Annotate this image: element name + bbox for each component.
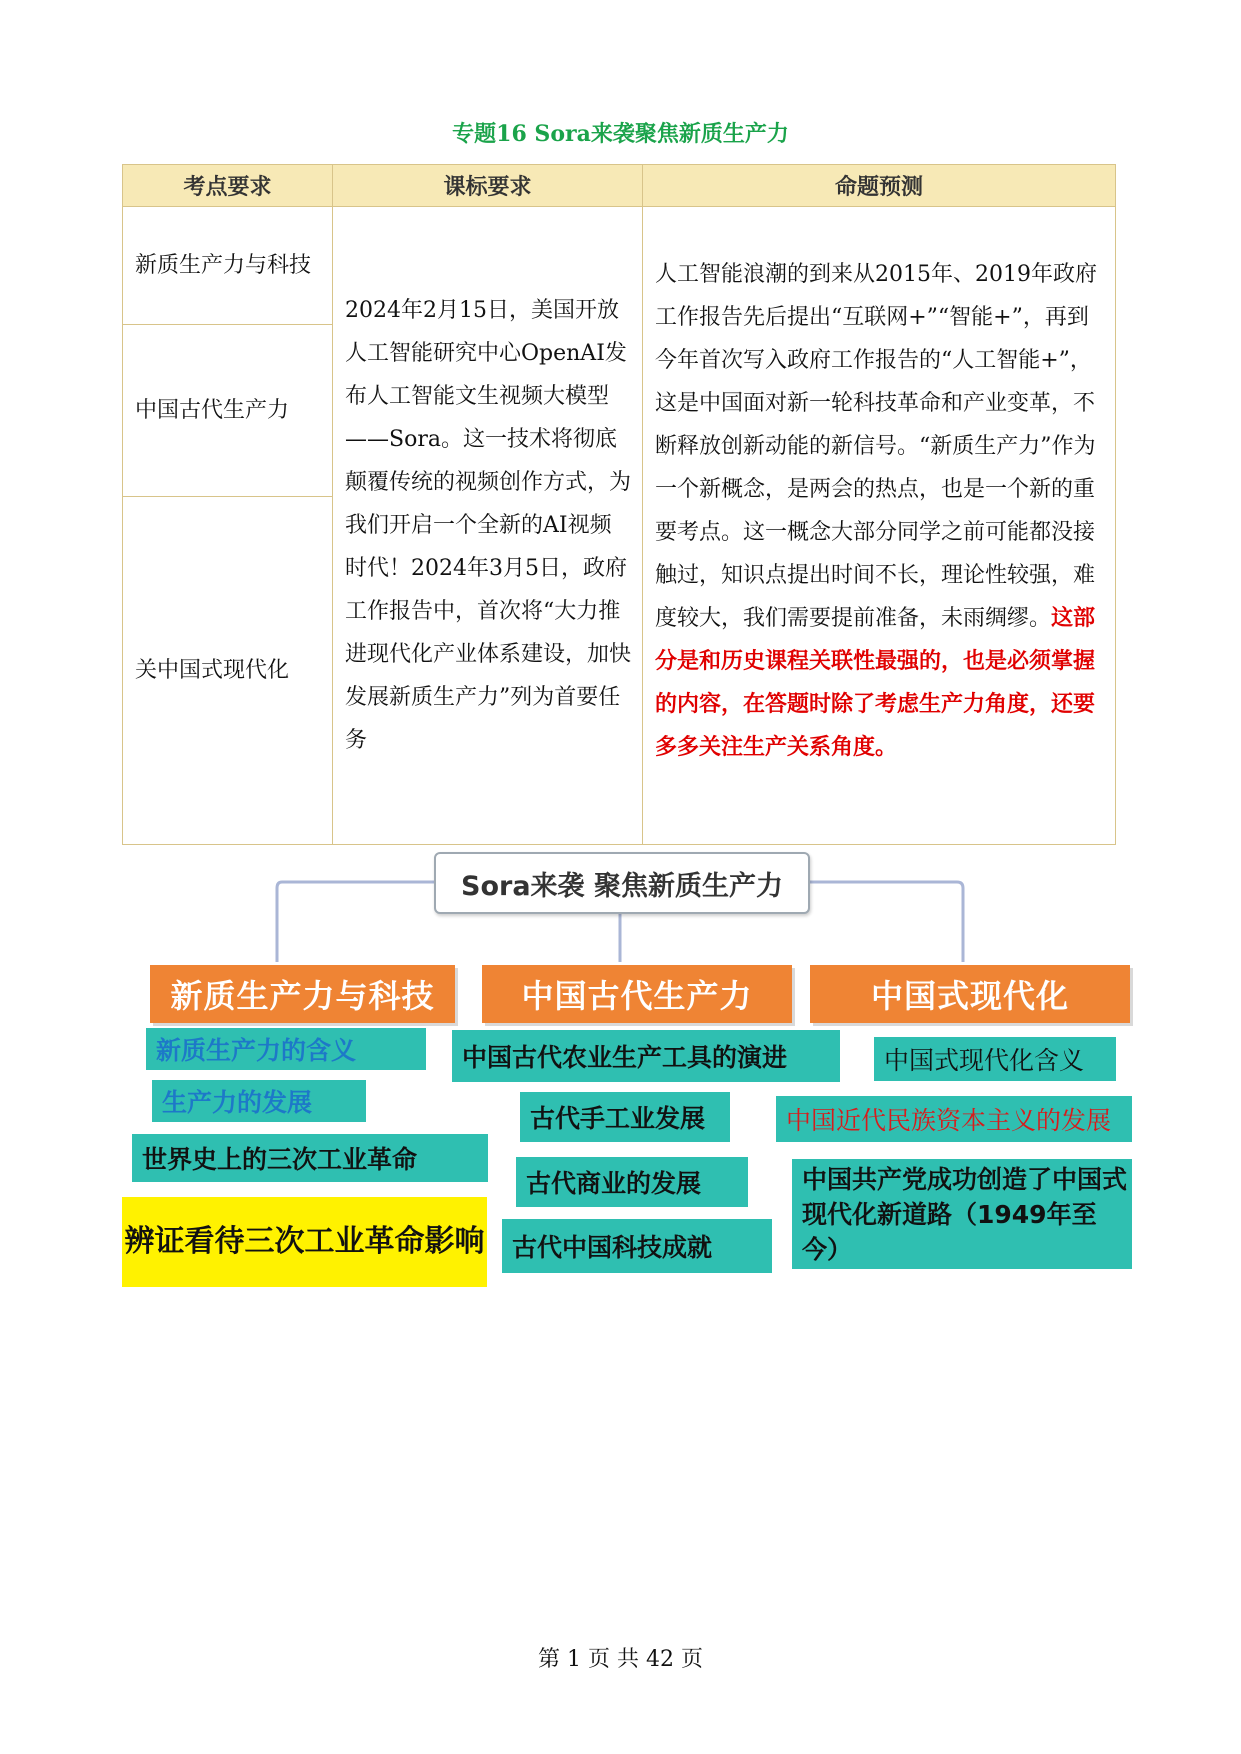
branch-xinzhi: 新质生产力与科技 xyxy=(150,965,455,1023)
node-revolution-impact: 辨证看待三次工业革命影响 xyxy=(122,1197,487,1287)
kaodian-cell-2: 中国古代生产力 xyxy=(123,325,333,497)
mind-map xyxy=(122,852,1138,1294)
document-title: 专题16 Sora来袭聚焦新质生产力 xyxy=(452,121,789,147)
header-kaodian: 考点要求 xyxy=(123,165,333,207)
node-new-path: 中国共产党成功创造了中国式现代化新道路（1949年至今） xyxy=(792,1159,1132,1269)
mingti-cell xyxy=(643,207,1116,845)
page-footer: 第 1 页 共 42 页 xyxy=(538,1647,703,1672)
requirements-table xyxy=(122,164,1116,845)
node-commerce: 古代商业的发展 xyxy=(516,1157,748,1207)
node-xinzhi-meaning: 新质生产力的含义 xyxy=(146,1028,426,1070)
header-mingti: 命题预测 xyxy=(643,165,1116,207)
node-productivity-development: 生产力的发展 xyxy=(152,1080,366,1122)
mingti-highlight-text: 这部分是和历史课程关联性最强的，也是必须掌握的内容，在答题时除了考虑生产力角度，还要多多关注生产关系角度。 xyxy=(655,604,1096,760)
node-farm-tools: 中国古代农业生产工具的演进 xyxy=(452,1030,840,1082)
kaodian-cell-1: 新质生产力与科技 xyxy=(123,207,333,325)
node-technology: 古代中国科技成就 xyxy=(502,1219,772,1273)
node-industrial-revolutions: 世界史上的三次工业革命 xyxy=(132,1134,488,1182)
table-header-row xyxy=(123,165,1116,207)
mind-map-root: Sora来袭 聚焦新质生产力 xyxy=(434,852,810,914)
kebiao-cell: 2024年2月15日，美国开放人工智能研究中心OpenAI发布人工智能文生视频大模型——Sora。这一技术将彻底颠覆传统的视频创作方式，为我们开启一个全新的AI视频时代！2024年3月5日，政府工作报告中，首次将“大力推进现代化产业体系建设，加快发展新质生产力”列为首要任务 xyxy=(333,207,643,845)
node-modernization-meaning: 中国式现代化含义 xyxy=(874,1037,1116,1081)
branch-gudai: 中国古代生产力 xyxy=(482,965,792,1023)
node-handicraft: 古代手工业发展 xyxy=(520,1092,730,1142)
mingti-normal-text: 人工智能浪潮的到来从2015年、2019年政府工作报告先后提出“互联网+”“智能+”，再到今年首次写入政府工作报告的“人工智能+”，这是中国面对新一轮科技革命和产业变革，不断释放创新动能的新信号。“新质生产力”作为一个新概念，是两会的热点，也是一个新的重要考点。这一概念大部分同学之前可能都没接触过，知识点提出时间不长，理论性较强，难度较大，我们需要提前准备，未雨绸缪。 xyxy=(655,261,1097,631)
header-kebiao: 课标要求 xyxy=(333,165,643,207)
node-national-capitalism: 中国近代民族资本主义的发展 xyxy=(776,1096,1132,1142)
table-row xyxy=(123,207,1116,325)
kaodian-cell-3: 关中国式现代化 xyxy=(123,497,333,845)
branch-xiandaihua: 中国式现代化 xyxy=(810,965,1130,1023)
